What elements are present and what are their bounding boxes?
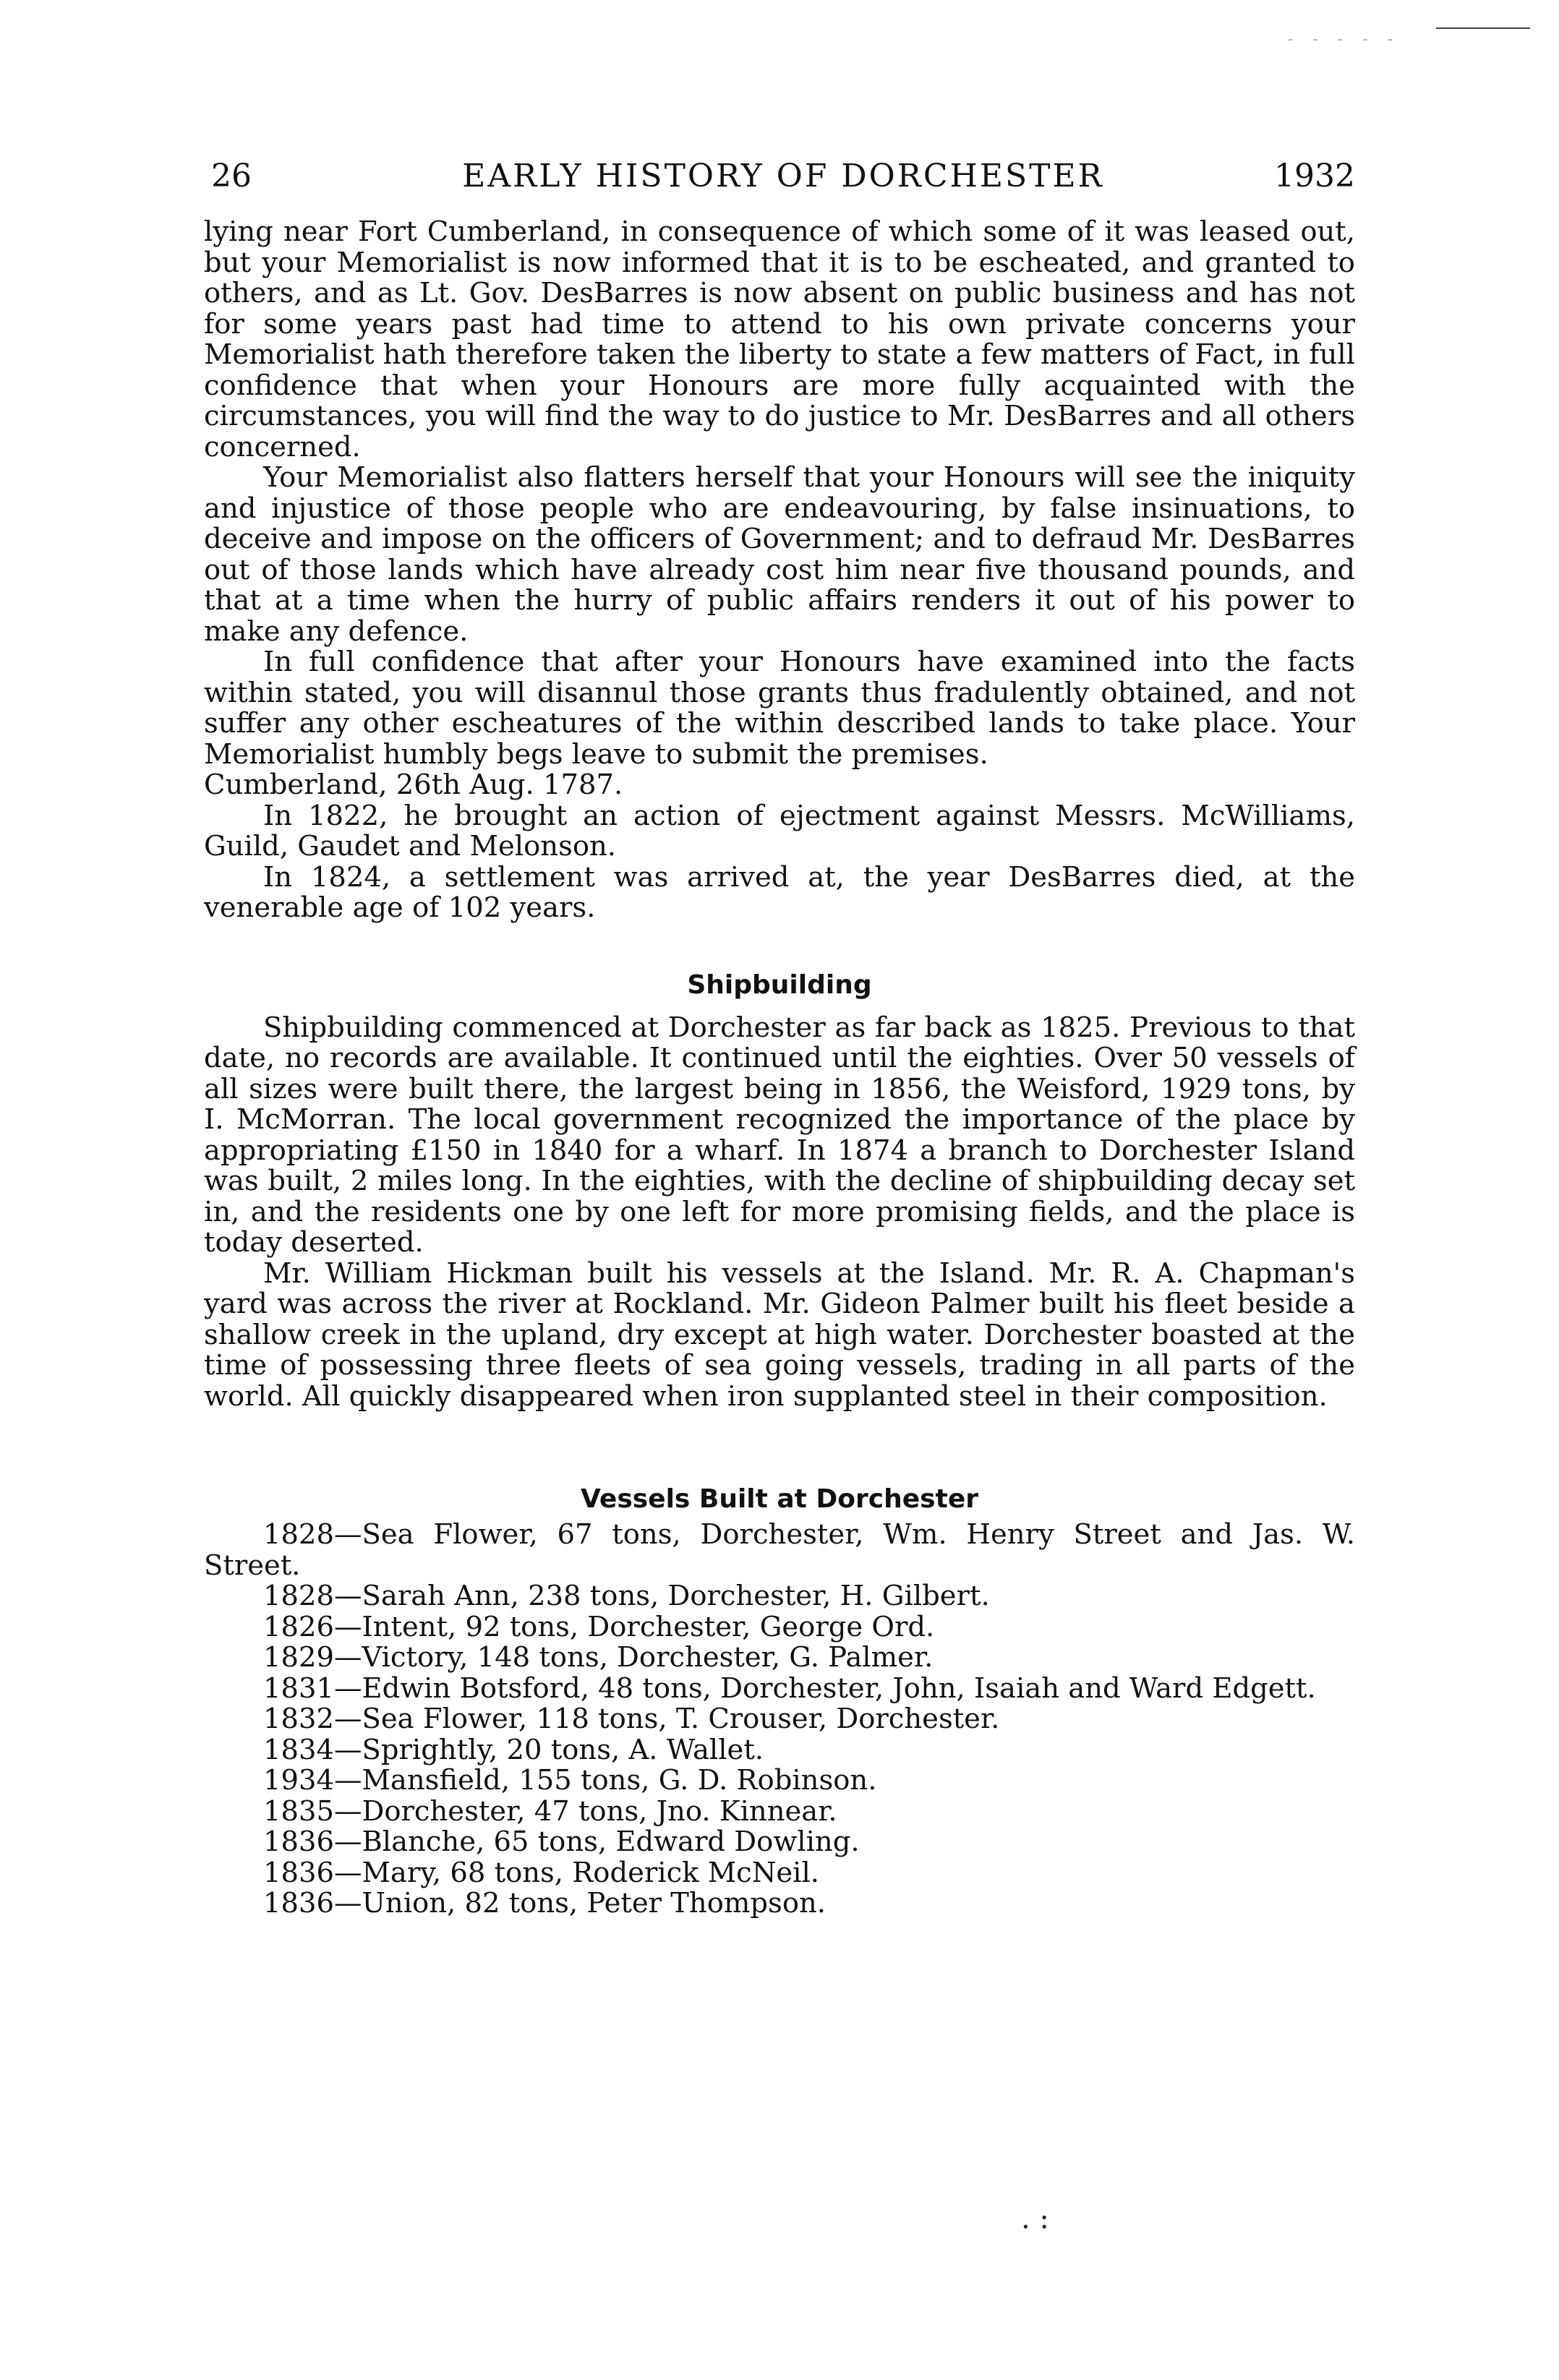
vessels-heading: Vessels Built at Dorchester (581, 1484, 978, 1514)
list-item: 1836—Mary, 68 tons, Roderick McNeil. (263, 1856, 820, 1889)
running-title: EARLY HISTORY OF DORCHESTER (462, 158, 1104, 194)
top-right-rule (1436, 27, 1530, 29)
list-item: 1834—Sprightly, 20 tons, A. Wallet. (263, 1733, 764, 1766)
ink-speck-mark: . : (1021, 2202, 1049, 2235)
list-item: 1836—Union, 82 tons, Peter Thompson. (263, 1887, 827, 1919)
ejectment-paragraph: In 1822, he brought an action of ejectment against Messrs. McWilliams, Guild, Gaudet and Melonson. (204, 799, 1355, 862)
vessels-list (204, 1520, 1355, 1919)
page-body (204, 217, 1355, 1919)
list-item: 1831—Edwin Botsford, 48 tons, Dorchester, John, Isaiah and Ward Edgett. (263, 1671, 1316, 1705)
list-item: 1829—Victory, 148 tons, Dorchester, G. Palmer. (263, 1641, 934, 1674)
page-header (211, 158, 1355, 201)
memorial-paragraph-1: lying near Fort Cumberland, in consequence of which some of it was leased out, but your Memorialist is now informed that it is to be escheated, and granted to others, and as Lt. Gov. DesBarres is now absent on public business and has not for some years past had time to attend to his own private concerns your Memorialist hath therefore taken the liberty to state a few matters of Fact, in full confidence that when your Honours are more fully acquainted with the circumstances, you will find the way to do justice to Mr. DesBarres and all others concerned. (204, 215, 1355, 463)
list-item: 1934—Mansfield, 155 tons, G. D. Robinson. (263, 1764, 877, 1797)
page-number: 26 (211, 158, 252, 194)
list-item: 1832—Sea Flower, 118 tons, T. Crouser, Dorchester. (263, 1703, 1000, 1735)
scan-artifact-dashes: - - - - - (1287, 30, 1400, 48)
list-item: 1828—Sea Flower, 67 tons, Dorchester, Wm. Henry Street and Jas. W. Street. (204, 1518, 1355, 1582)
memorial-paragraph-2: Your Memorialist also flatters herself that your Honours will see the iniquity and injustice of those people who are endeavouring, by false insinuations, to deceive and impose on the officers of Government; and to defraud Mr. DesBarres out of those lands which have already cost him near five thousand pounds, and that at a time when the hurry of public affairs renders it out of his power to make any defence. (204, 461, 1355, 648)
list-item: 1826—Intent, 92 tons, Dorchester, George Ord. (263, 1610, 935, 1643)
shipbuilding-paragraph-1: Shipbuilding commenced at Dorchester as far back as 1825. Previous to that date, no records are available. It continued until the eighties. Over 50 vessels of all sizes were built there, the largest being in 1856, the Weisford, 1929 tons, by I. McMorran. The local government recognized the importance of the place by appropriating £150 in 1840 for a wharf. In 1874 a branch to Dorchester Island was built, 2 miles long. In the eighties, with the decline of shipbuilding decay set in, and the residents one by one left for more promising fields, and the place is today deserted. (204, 1011, 1355, 1259)
header-year: 1932 (1274, 158, 1355, 194)
list-item: 1835—Dorchester, 47 tons, Jno. Kinnear. (263, 1794, 837, 1828)
shipbuilding-heading: Shipbuilding (687, 969, 872, 1000)
settlement-paragraph: In 1824, a settlement was arrived at, the year DesBarres died, at the venerable age of 102 years. (204, 860, 1355, 924)
memorial-dateline: Cumberland, 26th Aug. 1787. (204, 769, 623, 801)
list-item: 1828—Sarah Ann, 238 tons, Dorchester, H. Gilbert. (263, 1580, 990, 1612)
memorial-paragraph-3: In full confidence that after your Honours have examined into the facts within stated, you will disannul those grants thus fradulently obtained, and not suffer any other escheatures of the within described lands to take place. Your Memorialist humbly begs leave to submit the premises. (204, 646, 1355, 771)
shipbuilding-paragraph-2: Mr. William Hickman built his vessels at the Island. Mr. R. A. Chapman's yard was across the river at Rockland. Mr. Gideon Palmer built his fleet beside a shallow creek in the upland, dry except at high water. Dorchester boasted at the time of possessing three fleets of sea going vessels, trading in all parts of the world. All quickly disappeared when iron supplanted steel in their composition. (204, 1257, 1355, 1413)
list-item: 1836—Blanche, 65 tons, Edward Dowling. (263, 1825, 860, 1858)
